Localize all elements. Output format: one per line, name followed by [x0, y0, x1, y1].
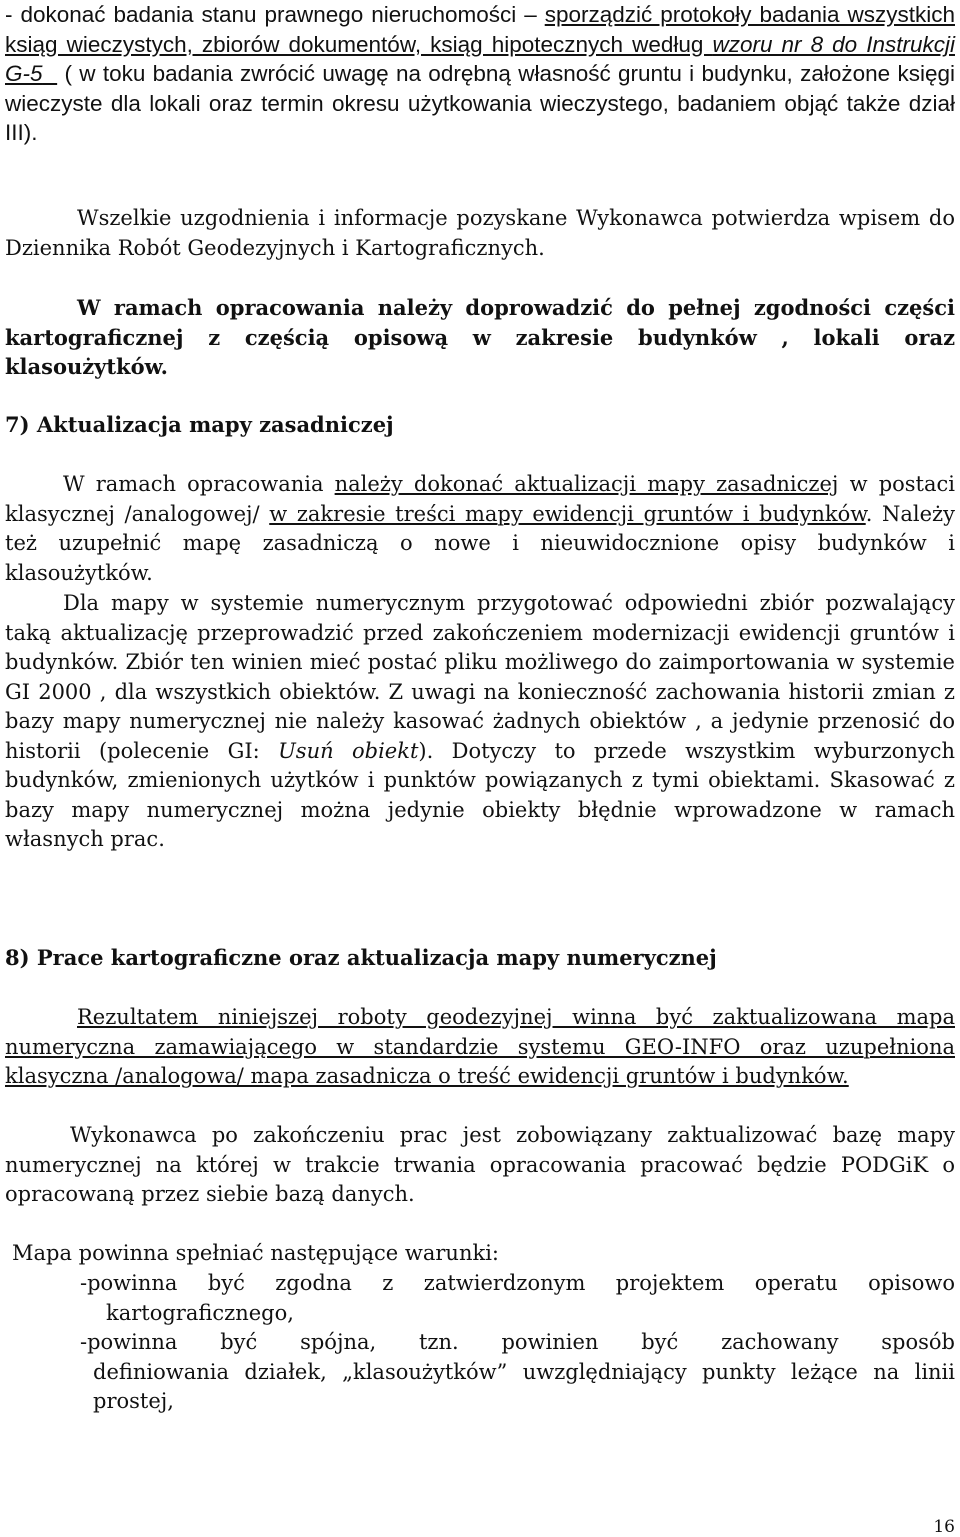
- paragraph-map-conditions: Mapa powinna spełniać następujące warunki:: [12, 1241, 499, 1265]
- text-span: W ramach opracowania: [63, 472, 335, 496]
- underlined-space: [43, 61, 58, 86]
- list-item: [80, 1269, 955, 1328]
- command-name: Usuń obiekt: [278, 738, 419, 763]
- text-span: ( w toku badania zwrócić uwagę na odrębną własność gruntu i budynku, założone księgi wieczyste dla lokali oraz termin okresu użytkowania wieczystego, badaniem objąć także dział III).: [5, 61, 955, 145]
- text-span: w postaci klasycznej /analogowej/: [5, 472, 955, 526]
- paragraph-legal-status: [5, 0, 955, 148]
- paragraph-map-update: [5, 470, 955, 588]
- text-span: . Należy też uzupełnić mapę zasadniczą o nowe i nieuwidocznione opisy budynków i klasoużytków.: [5, 501, 955, 585]
- heading-section-7: 7) Aktualizacja mapy zasadniczej: [5, 412, 394, 437]
- paragraph-numeric-map: [5, 589, 955, 855]
- list-item-continuation: kartograficznego,: [106, 1300, 294, 1325]
- instruction-reference: wzoru nr 8 do Instrukcji G-5: [5, 31, 955, 86]
- list-item-first-line: -powinna być zgodna z zatwierdzonym projektem operatu opisowo: [80, 1271, 955, 1295]
- underlined-text: sporządzić protokoły badania wszystkich ksiąg wieczystych, zbiorów dokumentów, ksiąg hipotecznych według: [5, 2, 955, 57]
- heading-section-8: 8) Prace kartograficzne oraz aktualizacja mapy numerycznej: [5, 945, 717, 970]
- underlined-text: należy dokonać aktualizacji mapy zasadniczej: [334, 472, 839, 496]
- text-span: Dla mapy w systemie numerycznym przygotować odpowiedni zbiór pozwalający taką aktualizację przeprowadzić przed zakończeniem modernizacji ewidencji gruntów i budynków. Zbiór ten winien mieć postać pliku możliwego do zaimportowania w systemie GI 2000 , dla wszystkich obiektów. Z uwagi na konieczność zachowania historii zmian z bazy mapy numerycznej nie należy kasować żadnych obiektów , a jedynie przenosić do historii (polecenie GI:: [5, 591, 955, 763]
- text-span: ). Dotyczy to przede wszystkim wyburzonych budynków, zmienionych użytków i punktów powiązanych z tymi obiektami. Skasować z bazy mapy numerycznej można jedynie obiekty błędnie wprowadzone w ramach własnych prac.: [5, 738, 955, 851]
- list-item: [80, 1328, 955, 1417]
- paragraph-result: Rezultatem niniejszej roboty geodezyjnej winna być zaktualizowana mapa numeryczna zamawiającego w standardzie systemu GEO-INFO oraz uzupełniona klasyczna /analogowa/ mapa zasadnicza o treść ewidencji gruntów i budynków.: [5, 1005, 955, 1088]
- paragraph-contractor-duty: Wykonawca po zakończeniu prac jest zobowiązany zaktualizować bazę mapy numerycznej na której w trakcie trwania opracowania pracować będzie PODGiK o opracowaną przez siebie bazą danych.: [5, 1123, 955, 1206]
- paragraph-agreements: Wszelkie uzgodnienia i informacje pozyskane Wykonawca potwierdza wpisem do Dziennika Robót Geodezyjnych i Kartograficznych.: [5, 206, 955, 260]
- text-span: - dokonać badania stanu prawnego nieruchomości –: [5, 2, 545, 27]
- list-item-continuation: definiowania działek, „klasoużytków” uwzględniający punkty leżące na linii prostej,: [93, 1359, 955, 1413]
- paragraph-consistency: W ramach opracowania należy doprowadzić do pełnej zgodności części kartograficznej z częścią opisową w zakresie budynków , lokali oraz klasoużytków.: [5, 295, 955, 379]
- page-number: 16: [933, 1517, 955, 1537]
- underlined-text: w zakresie treści mapy ewidencji gruntów i budynków: [269, 501, 866, 526]
- list-item-first-line: -powinna być spójna, tzn. powinien być zachowany sposób: [80, 1330, 955, 1354]
